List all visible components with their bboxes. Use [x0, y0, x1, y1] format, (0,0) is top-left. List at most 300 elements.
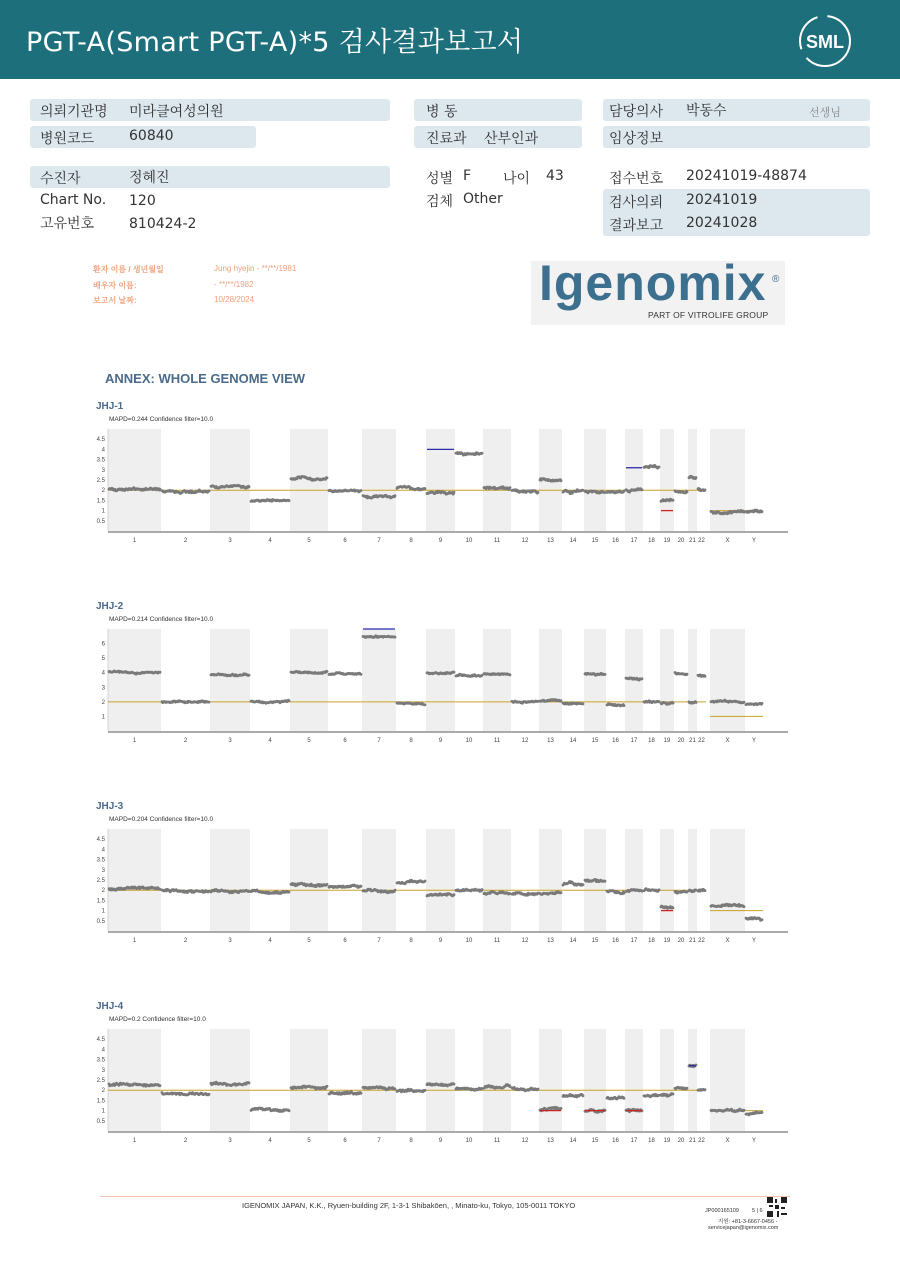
x-tick-label: 17 — [630, 938, 638, 944]
x-tick-label: 6 — [343, 1138, 347, 1144]
cnv-point — [481, 452, 484, 455]
plot-mapd: MAPD=0.244 Confidence filter=10.0 — [109, 416, 214, 423]
x-tick-label: 9 — [438, 938, 443, 944]
report-title: PGT-A(Smart PGT-A)*5 검사결과보고서 — [26, 27, 524, 58]
x-tick-label: 3 — [228, 538, 232, 544]
age-value: 43 — [546, 168, 564, 184]
x-tick-label: 6 — [343, 538, 347, 544]
cnv-point — [509, 674, 512, 677]
x-tick-label: 1 — [132, 738, 137, 744]
report-date-label: 결과보고 — [609, 218, 664, 234]
hospital-code-value: 60840 — [129, 128, 174, 144]
hospital-code-label: 병원코드 — [40, 131, 95, 147]
cnv-point — [453, 671, 456, 674]
cnv-point — [704, 675, 707, 678]
chrom-band — [539, 629, 562, 731]
x-tick-label: 7 — [377, 1138, 381, 1144]
y-tick-label: 1 — [101, 1108, 105, 1115]
cnv-point — [394, 494, 397, 497]
x-tick-label: 10 — [465, 1138, 473, 1144]
x-tick-label: 7 — [377, 538, 381, 544]
cnv-point — [394, 636, 397, 639]
chrom-band — [660, 1029, 674, 1131]
x-tick-label: Y — [751, 938, 757, 944]
chrom-band — [210, 429, 250, 531]
x-tick-label: 1 — [132, 538, 137, 544]
x-tick-label: 19 — [663, 538, 671, 544]
x-tick-label: 9 — [438, 738, 443, 744]
cnv-point — [560, 1107, 563, 1110]
chrom-band — [710, 829, 745, 931]
chrom-band — [660, 629, 674, 731]
chrom-band — [362, 629, 396, 731]
x-tick-label: 21 — [689, 538, 696, 544]
x-tick-label: 4 — [268, 938, 272, 944]
cnv-point — [288, 1109, 291, 1112]
patient-label: 수진자 — [40, 171, 81, 187]
cnv-point — [424, 1089, 427, 1092]
plot-title: JHJ-4 — [96, 1001, 124, 1012]
cnv-point — [582, 883, 585, 886]
specimen-value: Other — [463, 191, 503, 207]
chrom-band — [426, 829, 455, 931]
chrom-band — [362, 1029, 396, 1131]
chrom-band — [290, 1029, 328, 1131]
plot-svg — [90, 423, 800, 551]
y-tick-label: 1.5 — [96, 498, 105, 505]
cnv-point — [695, 701, 698, 704]
x-tick-label: 11 — [493, 938, 501, 944]
footer-doc-id: JP000165109 — [705, 1208, 739, 1214]
qr-code — [767, 1197, 787, 1217]
cnv-point — [560, 699, 563, 702]
cnv-point — [641, 488, 644, 491]
x-tick-label: 21 — [689, 938, 696, 944]
chrom-band — [584, 629, 606, 731]
x-tick-label: 19 — [663, 938, 671, 944]
chrom-band — [108, 1029, 161, 1131]
unique-id-value: 810424-2 — [129, 216, 197, 232]
chrom-band — [290, 829, 328, 931]
cnv-point — [248, 674, 251, 677]
cnv-point — [582, 1095, 585, 1098]
x-tick-label: 3 — [228, 938, 232, 944]
chrom-band — [108, 629, 161, 731]
x-tick-label: 17 — [630, 538, 638, 544]
x-tick-label: 5 — [307, 1138, 311, 1144]
y-tick-label: 0.5 — [96, 1118, 105, 1125]
x-tick-label: 22 — [698, 738, 705, 744]
cnv-point — [582, 703, 585, 706]
cnv-point — [248, 1082, 251, 1085]
x-tick-label: 6 — [343, 738, 347, 744]
x-tick-label: 16 — [612, 738, 619, 744]
y-tick-label: 2.5 — [96, 878, 105, 884]
dept-label: 진료과 — [426, 131, 467, 147]
cnv-point — [761, 702, 764, 705]
pt-name-label: 환자 이름 / 생년월일 — [93, 265, 164, 274]
plot-mapd: MAPD=0.204 Confidence filter=10.0 — [109, 816, 214, 823]
chrom-band — [483, 829, 511, 931]
cnv-point — [704, 1088, 707, 1091]
receipt-label: 접수번호 — [609, 171, 664, 187]
plot-title: JHJ-3 — [96, 801, 124, 812]
x-tick-label: 8 — [409, 738, 413, 744]
x-tick-label: 15 — [591, 538, 599, 544]
x-tick-label: 18 — [648, 938, 655, 944]
y-tick-label: 5 — [101, 656, 105, 663]
y-tick-label: 2.5 — [96, 478, 105, 484]
pt-spouse-value: - **/**/1982 — [214, 280, 254, 289]
x-tick-label: 2 — [183, 938, 188, 944]
x-tick-label: X — [725, 1138, 730, 1144]
cnv-point — [360, 489, 363, 492]
annex-title: ANNEX: WHOLE GENOME VIEW — [105, 371, 306, 386]
cnv-point — [394, 1088, 397, 1091]
chrom-band — [710, 429, 745, 531]
igenomix-reg-mark: ® — [772, 274, 780, 285]
x-tick-label: 14 — [569, 938, 577, 944]
y-tick-label: 1.5 — [96, 898, 105, 905]
cnv-point — [394, 889, 397, 892]
pt-name-value: Jung hyejin - **/**/1981 — [214, 264, 297, 273]
chrom-band — [584, 429, 606, 531]
plot-title: JHJ-1 — [96, 401, 124, 412]
x-tick-label: 15 — [591, 738, 599, 744]
x-tick-label: 9 — [438, 1138, 443, 1144]
cnv-point — [208, 490, 211, 493]
igenomix-subtitle: PART OF VITROLIFE GROUP — [648, 310, 769, 320]
plot-title: JHJ-2 — [96, 601, 124, 612]
x-tick-label: 16 — [612, 1138, 619, 1144]
y-tick-label: 2 — [101, 488, 105, 495]
x-tick-label: 19 — [663, 1138, 671, 1144]
x-tick-label: 15 — [591, 1138, 599, 1144]
chrom-band — [688, 429, 697, 531]
x-tick-label: 14 — [569, 738, 577, 744]
igenomix-logo-text: Igenomix — [539, 255, 767, 311]
cnv-point — [326, 1085, 329, 1088]
doctor-label: 담당의사 — [609, 104, 664, 120]
cnv-point — [453, 491, 456, 494]
x-tick-label: 19 — [663, 738, 671, 744]
y-tick-label: 6 — [101, 641, 105, 648]
age-label: 나이 — [503, 171, 531, 187]
x-tick-label: 13 — [547, 1138, 554, 1144]
cnv-point — [326, 670, 329, 673]
chrom-band — [660, 429, 674, 531]
y-tick-label: 3.5 — [96, 857, 105, 864]
cnv-point — [424, 703, 427, 706]
x-tick-label: 14 — [569, 1138, 577, 1144]
cnv-point — [672, 499, 675, 502]
plot-mapd: MAPD=0.214 Confidence filter=10.0 — [109, 616, 214, 623]
cnv-point — [159, 671, 162, 674]
chrom-band — [210, 629, 250, 731]
chrom-band — [584, 1029, 606, 1131]
chrom-band — [710, 629, 745, 731]
cnv-point — [424, 880, 427, 883]
cnv-point — [208, 1093, 211, 1096]
x-tick-label: 4 — [268, 1138, 272, 1144]
cnv-point — [360, 885, 363, 888]
cnv-point — [509, 486, 512, 489]
x-tick-label: 1 — [132, 938, 137, 944]
x-tick-label: 20 — [677, 738, 685, 744]
chrom-band — [426, 629, 455, 731]
cnv-point — [672, 907, 675, 910]
report-date-value: 20241028 — [686, 215, 758, 231]
x-tick-label: 13 — [547, 538, 554, 544]
x-tick-label: 9 — [438, 538, 443, 544]
x-tick-label: 8 — [409, 538, 413, 544]
chrom-band — [426, 1029, 455, 1131]
cnv-point — [560, 891, 563, 894]
doctor-suffix: 선생님 — [809, 106, 841, 119]
sex-label: 성별 — [426, 171, 454, 187]
cnv-point — [672, 1093, 675, 1096]
cnv-point — [326, 883, 329, 886]
y-tick-label: 2 — [101, 699, 105, 706]
x-tick-label: 13 — [547, 738, 554, 744]
cnv-point — [658, 888, 661, 891]
plot-svg — [90, 823, 800, 951]
x-tick-label: 1 — [132, 1138, 137, 1144]
dept-value: 산부인과 — [484, 131, 539, 147]
cnv-point — [604, 880, 607, 883]
chrom-band — [290, 629, 328, 731]
chrom-band — [625, 1029, 643, 1131]
y-tick-label: 4.5 — [96, 437, 105, 444]
chrom-band — [483, 629, 511, 731]
cnv-point — [623, 704, 626, 707]
cnv-point — [658, 466, 661, 469]
institution-value: 미라클여성의원 — [129, 104, 224, 120]
x-tick-label: 16 — [612, 938, 619, 944]
chart-no-label: Chart No. — [40, 192, 107, 208]
x-tick-label: 22 — [698, 938, 705, 944]
y-tick-label: 0.5 — [96, 918, 105, 925]
x-tick-label: 10 — [465, 938, 473, 944]
y-tick-label: 1 — [101, 714, 105, 721]
y-tick-label: 3 — [101, 1067, 105, 1074]
x-tick-label: 11 — [493, 738, 501, 744]
y-tick-label: 1 — [101, 908, 105, 915]
x-tick-label: 7 — [377, 938, 381, 944]
request-value: 20241019 — [686, 192, 758, 208]
y-tick-label: 3 — [101, 685, 105, 692]
y-tick-label: 4.5 — [96, 837, 105, 844]
cnv-point — [761, 1111, 764, 1114]
x-tick-label: 8 — [409, 938, 413, 944]
chrom-band — [362, 829, 396, 931]
chrom-band — [483, 429, 511, 531]
x-tick-label: 21 — [689, 738, 696, 744]
pt-date-value: 10/28/2024 — [214, 295, 255, 304]
x-tick-label: 4 — [268, 538, 272, 544]
clinical-label: 임상정보 — [609, 131, 664, 147]
x-tick-label: 3 — [228, 1138, 232, 1144]
footer-email: servicejapan@igenomix.com — [708, 1225, 779, 1231]
unique-id-label: 고유번호 — [40, 216, 95, 232]
cnv-point — [672, 702, 675, 705]
cnv-point — [623, 1097, 626, 1100]
cnv-point — [326, 477, 329, 480]
y-tick-label: 3 — [101, 867, 105, 874]
cnv-point — [453, 893, 456, 896]
chrom-band — [362, 429, 396, 531]
cnv-point — [453, 1083, 456, 1086]
receipt-value: 20241019-48874 — [686, 168, 807, 184]
x-tick-label: 21 — [689, 1138, 696, 1144]
x-tick-label: 12 — [521, 1138, 529, 1144]
x-tick-label: Y — [751, 538, 757, 544]
x-tick-label: 12 — [521, 538, 529, 544]
cnv-point — [704, 489, 707, 492]
y-tick-label: 3 — [101, 467, 105, 474]
x-tick-label: 16 — [612, 538, 619, 544]
x-tick-label: 20 — [677, 938, 685, 944]
specimen-label: 검체 — [426, 194, 454, 210]
x-tick-label: 10 — [465, 738, 473, 744]
y-tick-label: 4.5 — [96, 1037, 105, 1044]
x-tick-label: 5 — [307, 538, 311, 544]
chrom-band — [660, 829, 674, 931]
cnv-point — [743, 905, 746, 908]
x-tick-label: 2 — [183, 1138, 188, 1144]
x-tick-label: 17 — [630, 1138, 638, 1144]
institution-label: 의뢰기관명 — [40, 104, 108, 120]
chrom-band — [539, 829, 562, 931]
x-tick-label: 6 — [343, 938, 347, 944]
chrom-band — [210, 829, 250, 931]
chrom-band — [426, 429, 455, 531]
doctor-value: 박동수 — [686, 103, 727, 119]
x-tick-label: 17 — [630, 738, 638, 744]
x-tick-label: 11 — [493, 1138, 501, 1144]
chrom-band — [688, 1029, 697, 1131]
y-tick-label: 1 — [101, 508, 105, 515]
y-tick-label: 3.5 — [96, 457, 105, 464]
cnv-point — [695, 476, 698, 479]
y-tick-label: 2 — [101, 888, 105, 895]
chrom-band — [625, 829, 643, 931]
cnv-point — [761, 510, 764, 513]
cnv-point — [686, 1087, 689, 1090]
x-tick-label: 8 — [409, 1138, 413, 1144]
x-tick-label: 20 — [677, 1138, 685, 1144]
x-tick-label: 5 — [307, 938, 311, 944]
x-tick-label: 18 — [648, 1138, 655, 1144]
cnv-point — [424, 487, 427, 490]
cnv-point — [360, 1092, 363, 1095]
x-tick-label: 7 — [377, 738, 381, 744]
x-tick-label: 3 — [228, 738, 232, 744]
x-tick-label: 11 — [493, 538, 501, 544]
y-tick-label: 3.5 — [96, 1057, 105, 1064]
x-tick-label: 12 — [521, 738, 529, 744]
cnv-point — [743, 1109, 746, 1112]
ward-label: 병 동 — [426, 104, 458, 120]
y-tick-label: 2 — [101, 1088, 105, 1095]
chrom-band — [710, 1029, 745, 1131]
x-tick-label: Y — [751, 1138, 757, 1144]
y-tick-label: 4 — [101, 670, 105, 677]
pt-date-label: 보고서 날짜: — [93, 296, 137, 305]
x-tick-label: Y — [751, 738, 757, 744]
cnv-point — [743, 701, 746, 704]
cnv-point — [686, 491, 689, 494]
x-tick-label: 18 — [648, 538, 655, 544]
patient-row — [30, 166, 390, 188]
cnv-point — [208, 701, 211, 704]
cnv-point — [288, 499, 291, 502]
cnv-point — [537, 491, 540, 494]
x-tick-label: 12 — [521, 938, 529, 944]
x-tick-label: X — [725, 938, 730, 944]
chrom-band — [108, 829, 161, 931]
footer-phone: 지원: +81-3-6667-0456 - — [718, 1219, 778, 1225]
x-tick-label: 18 — [648, 738, 655, 744]
cnv-point — [481, 888, 484, 891]
footer-address: IGENOMIX JAPAN, K.K., Ryuen-building 2F, 1-3-1 Shibakōen, , Minato-ku, Tokyo, 105-0011 TOKYO — [242, 1201, 576, 1210]
y-tick-label: 4 — [101, 1047, 105, 1054]
x-tick-label: 10 — [465, 538, 473, 544]
cnv-point — [360, 673, 363, 676]
patient-value: 정혜진 — [129, 170, 170, 186]
chrom-band — [539, 1029, 562, 1131]
plot-mapd: MAPD=0.2 Confidence filter=10.0 — [109, 1016, 206, 1023]
cnv-point — [248, 485, 251, 488]
pt-spouse-label: 배우자 이름: — [93, 281, 137, 290]
cnv-point — [604, 673, 607, 676]
chrom-band — [483, 1029, 511, 1131]
cnv-point — [560, 479, 563, 482]
chrom-band — [688, 629, 697, 731]
y-tick-label: 1.5 — [96, 1098, 105, 1105]
x-tick-label: 22 — [698, 1138, 705, 1144]
y-tick-label: 2.5 — [96, 1078, 105, 1084]
sex-value: F — [463, 168, 472, 184]
cnv-point — [288, 699, 291, 702]
y-tick-label: 4 — [101, 847, 105, 854]
plot-svg — [90, 1023, 800, 1151]
x-tick-label: 4 — [268, 738, 272, 744]
x-tick-label: 14 — [569, 538, 577, 544]
request-label: 검사의뢰 — [609, 195, 664, 211]
chart-no-value: 120 — [129, 193, 156, 209]
x-tick-label: 13 — [547, 938, 554, 944]
x-tick-label: 22 — [698, 538, 705, 544]
chrom-band — [108, 429, 161, 531]
x-tick-label: 15 — [591, 938, 599, 944]
cnv-point — [537, 1088, 540, 1091]
y-tick-label: 4 — [101, 447, 105, 454]
cnv-point — [159, 1084, 162, 1087]
cnv-point — [686, 673, 689, 676]
cnv-point — [641, 677, 644, 680]
cnv-point — [704, 889, 707, 892]
sml-logo-text: SML — [806, 32, 844, 52]
x-tick-label: 20 — [677, 538, 685, 544]
x-tick-label: 2 — [183, 538, 188, 544]
x-tick-label: 2 — [183, 738, 188, 744]
cnv-point — [288, 891, 291, 894]
x-tick-label: X — [725, 738, 730, 744]
cnv-point — [761, 918, 764, 921]
x-tick-label: 5 — [307, 738, 311, 744]
plot-svg — [90, 623, 800, 751]
